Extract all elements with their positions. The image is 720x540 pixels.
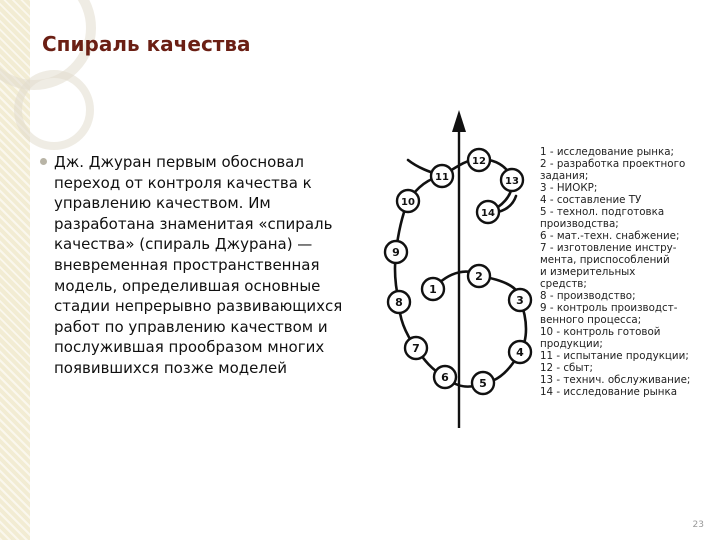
- stage-node-label: 10: [401, 197, 415, 208]
- legend-line: 13 - технич. обслуживание;: [540, 374, 691, 386]
- stage-node: [472, 372, 494, 394]
- legend-line: 7 - изготовление инстру-: [540, 242, 677, 254]
- legend-line: 2 - разработка проектного: [540, 158, 686, 170]
- stage-node: [397, 190, 419, 212]
- stage-node: [431, 165, 453, 187]
- stage-node: [501, 169, 523, 191]
- legend-line: 4 - составление ТУ: [540, 194, 642, 206]
- stage-node-label: 12: [472, 156, 486, 167]
- stage-node: [385, 241, 407, 263]
- stage-node-label: 8: [395, 296, 403, 309]
- stage-node: [422, 278, 444, 300]
- legend-line: 11 - испытание продукции;: [540, 350, 689, 362]
- stage-node: [468, 149, 490, 171]
- stage-node-label: 11: [435, 172, 449, 183]
- legend-line: 12 - сбыт;: [540, 362, 593, 374]
- legend-line: венного процесса;: [540, 314, 642, 326]
- legend-line: 3 - НИОКР;: [540, 182, 598, 194]
- bullet-text: Дж. Джуран первым обосновал переход от контроля качества к управлению качеством. Им разработана знаменитая «спираль качества» (спираль Джурана) — вневременная пространственная модель, определившая основные стадии непрерывно развивающихся работ по управлению качеством и послужившая прообразом многих появившихся позже моделей: [54, 153, 343, 377]
- stage-node-label: 9: [392, 246, 400, 259]
- legend-line: 6 - мат.-техн. снабжение;: [540, 230, 680, 242]
- stage-legend: [540, 146, 690, 398]
- stage-node: [509, 289, 531, 311]
- stage-node-label: 14: [481, 208, 495, 219]
- legend-line: 14 - исследование рынка: [540, 386, 678, 398]
- stage-node: [468, 265, 490, 287]
- slide-title: Спираль качества: [42, 32, 251, 56]
- stage-node: [477, 201, 499, 223]
- stage-node: [388, 291, 410, 313]
- stage-node-label: 13: [505, 176, 519, 187]
- stage-node-label: 1: [429, 283, 437, 296]
- legend-line: 10 - контроль готовой: [540, 326, 661, 338]
- stage-node-label: 2: [475, 270, 483, 283]
- stage-node-label: 4: [516, 346, 524, 359]
- legend-line: средств;: [540, 278, 587, 290]
- arrow-head-icon: [452, 110, 466, 132]
- legend-line: и измерительных: [540, 266, 636, 278]
- legend-line: 8 - производство;: [540, 290, 636, 302]
- legend-line: 9 - контроль производст-: [540, 302, 678, 314]
- stage-node-label: 6: [441, 371, 449, 384]
- stage-node: [509, 341, 531, 363]
- legend-line: задания;: [540, 170, 589, 182]
- legend-line: продукции;: [540, 338, 603, 350]
- page-number: 23: [692, 520, 704, 530]
- legend-line: 5 - технол. подготовка: [540, 206, 665, 218]
- stage-node: [434, 366, 456, 388]
- stage-node-label: 3: [516, 294, 524, 307]
- stage-node-label: 5: [479, 377, 487, 390]
- stage-node-label: 7: [412, 342, 420, 355]
- legend-line: мента, приспособлений: [540, 254, 670, 266]
- legend-line: производства;: [540, 218, 619, 230]
- stage-node: [405, 337, 427, 359]
- legend-line: 1 - исследование рынка;: [540, 146, 674, 158]
